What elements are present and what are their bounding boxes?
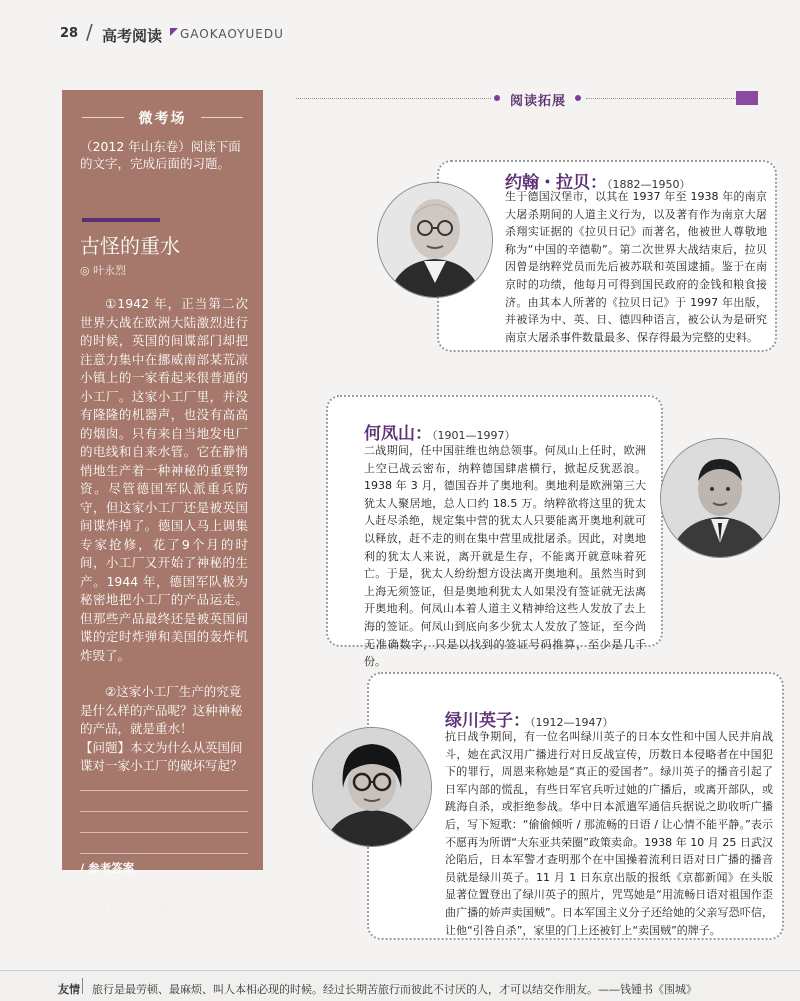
story-body: [80, 295, 248, 665]
portrait-ho-feng-shan: [660, 438, 780, 558]
bio-name: 何凤山：: [364, 424, 432, 444]
section-heading: [296, 90, 776, 109]
corner-mark-icon: [170, 28, 178, 36]
story-paragraph-2: ②这家小工厂生产的究竟是什么样的产品呢？这种神秘的产品，就是重水！: [80, 684, 243, 736]
exercise-intro: （2012 年山东卷）阅读下面的文字，完成后面的习题。: [80, 139, 241, 171]
slash-divider: /: [86, 20, 93, 44]
story-title: 古怪的重水: [80, 234, 180, 258]
answer-line: [80, 833, 248, 854]
section-tab-marker: [736, 91, 758, 105]
footer-quote: 旅行是最劳顿、最麻烦、叫人本相必现的时候。经过长期苦旅行而彼此不讨厌的人，才可以结交作朋友。——钱锺书《围城》: [92, 983, 697, 996]
bio-years: （1912—1947）: [530, 716, 614, 729]
portrait-midorikawa: [312, 727, 432, 847]
footer-separator: [82, 978, 83, 994]
question-text: 【问题】本文为什么从英国间谍对一家小工厂的破坏写起？: [80, 739, 243, 773]
bio-name: 绿川英子：: [445, 711, 530, 731]
story-paragraph-1: ①1942 年，正当第二次世界大战在欧洲大陆激烈进行的时候，英国的间谍部门却把注意力集中在挪威南部某荒凉小镇上的一家看起来很普通的小工厂。这家小工厂里，并没有隆隆的机器声，也没有高高的烟囱。只有来自当地发电厂的电线和自来水管。它在静悄悄地生产着一种神秘的重要物资。尽管德国军队派重兵防守，但这家小工厂还是被英国间谍炸掉了。德国人马上调集专家抢修，花了9个月的时间，小工厂又开始了神秘的生产。1944 年，德国军队极为秘密地把小工厂的产品运走。但那些产品最终还是被英国间谍的定时炸弹和美国的轰炸机炸毁了。: [80, 296, 248, 663]
bio-card-ho-feng-shan: [326, 395, 663, 669]
title-accent-bar: [82, 218, 160, 222]
bio-name: 约翰・拉贝：: [505, 173, 607, 193]
magazine-title: 高考阅读: [102, 27, 163, 45]
bullet-dot-icon: [494, 95, 500, 101]
bio-text: 抗日战争期间，有一位名叫绿川英子的日本女性和中国人民并肩战斗，她在武汉用广播进行对日反战宣传，历数日本侵略者在中国犯下的罪行，周恩来称她是“真正的爱国者”。绿川英子的播音引起了日军内部的慌乱，有些日军官兵听过她的广播后，或离开部队，或跳海自杀，或拒绝参战。华中日本派遣军通信兵据说之助收听广播后，写下短歌：“偷偷倾听 / 那流畅的日语 / 让心情不能平静。”表示不愿再为所谓“大东亚共荣圈”政策卖命。1938 年 10 月 25 日武汉沦陷后，日本军警才查明那个在中国操着流利日语对日广播的播音员就是绿川英子。11 月 1 日东京出版的报纸《京都新闻》在头版显著位置登出了绿川英子的照片，咒骂她是“用流畅日语对祖国作歪曲广播的娇声卖国贼”。日本军国主义分子还给她的父亲写恐吓信，让他“引咎自杀”，家里的门上还被钉上“卖国贼”的牌子。: [445, 730, 773, 937]
dotted-rule-right: [586, 98, 746, 99]
bio-card-midorikawa: [367, 672, 784, 940]
story-paragraph-2-and-question: [80, 683, 248, 776]
bio-years: （1882—1950）: [607, 178, 691, 191]
story-author: [80, 262, 126, 278]
author-name: 叶永烈: [93, 264, 127, 277]
bio-years: （1901—1997）: [432, 429, 516, 442]
sidebar-title: 微考场: [138, 111, 187, 127]
magazine-english-title: GAOKAOYUEDU: [180, 27, 284, 41]
answer-line: [80, 812, 248, 833]
answer-heading: / 参考答案: [80, 861, 135, 875]
dotted-rule-left: [296, 98, 491, 99]
bio-text: 生于德国汉堡市，以其在 1937 年至 1938 年的南京大屠杀期间的人道主义行为，以及著有作为南京大屠杀翔实证据的《拉贝日记》而著名，他被世人尊敬地称为“中国的辛德勒”。第二次世界大战结束后，拉贝因曾是纳粹党员而先后被苏联和英国逮捕。鉴于在南京时的功绩，他每月可得到国民政府的金钱和粮食接济。由其本人所著的《拉贝日记》于 1997 年出版，并被译为中、英、日、德四种语言，被公认为是研究南京大屠杀事件数量最多、保存得最为完整的史料。: [505, 190, 767, 344]
footer-tag: 友情: [58, 983, 80, 996]
sidebar-heading: [62, 108, 263, 128]
portrait-rabe: [377, 182, 493, 298]
answer-text: ①引出文章说明的中心对象——重水；②突出表现小工厂所生产的产品的重要性；③构成悬念，激起读者的好奇心，增强文章的趣味性。: [80, 878, 249, 928]
page-footer: [0, 970, 800, 1001]
answer-line: [80, 791, 248, 812]
author-icon: ◎: [80, 264, 94, 277]
exercise-sidebar: [62, 90, 263, 928]
bio-text: 二战期间，任中国驻维也纳总领事。何凤山上任时，欧洲上空已战云密布，纳粹德国肆虐横行，掀起反犹恶浪。1938 年 3 月，德国吞并了奥地利。奥地利是欧洲第三大犹太人聚居地，总人口约 18.5 万。纳粹欲将这里的犹太人赶尽杀绝，规定集中营的犹太人只要能离开奥地利就可以释放，赶不走的则在集中营里成批屠杀。因此，对奥地利的犹太人来说，离开就是生存，不能离开就意味着死亡。于是，犹太人纷纷想方设法离开奥地利。虽然当时到上海无须签证，但是奥地利犹太人如果没有签证就无法离开奥地利。何凤山本着人道主义精神给这些人发放了去上海的签证。何凤山到底向多少犹太人发放了签证，至今尚无准确数字，只是以找到的签证号码推算，至少是几千份。: [364, 444, 646, 669]
bio-heading: [364, 419, 516, 444]
bullet-dot-icon: [575, 95, 581, 101]
page-number: 28: [60, 26, 79, 41]
answer-lines: [80, 770, 248, 854]
section-title: 阅读拓展: [510, 94, 567, 109]
answer-line: [80, 770, 248, 791]
